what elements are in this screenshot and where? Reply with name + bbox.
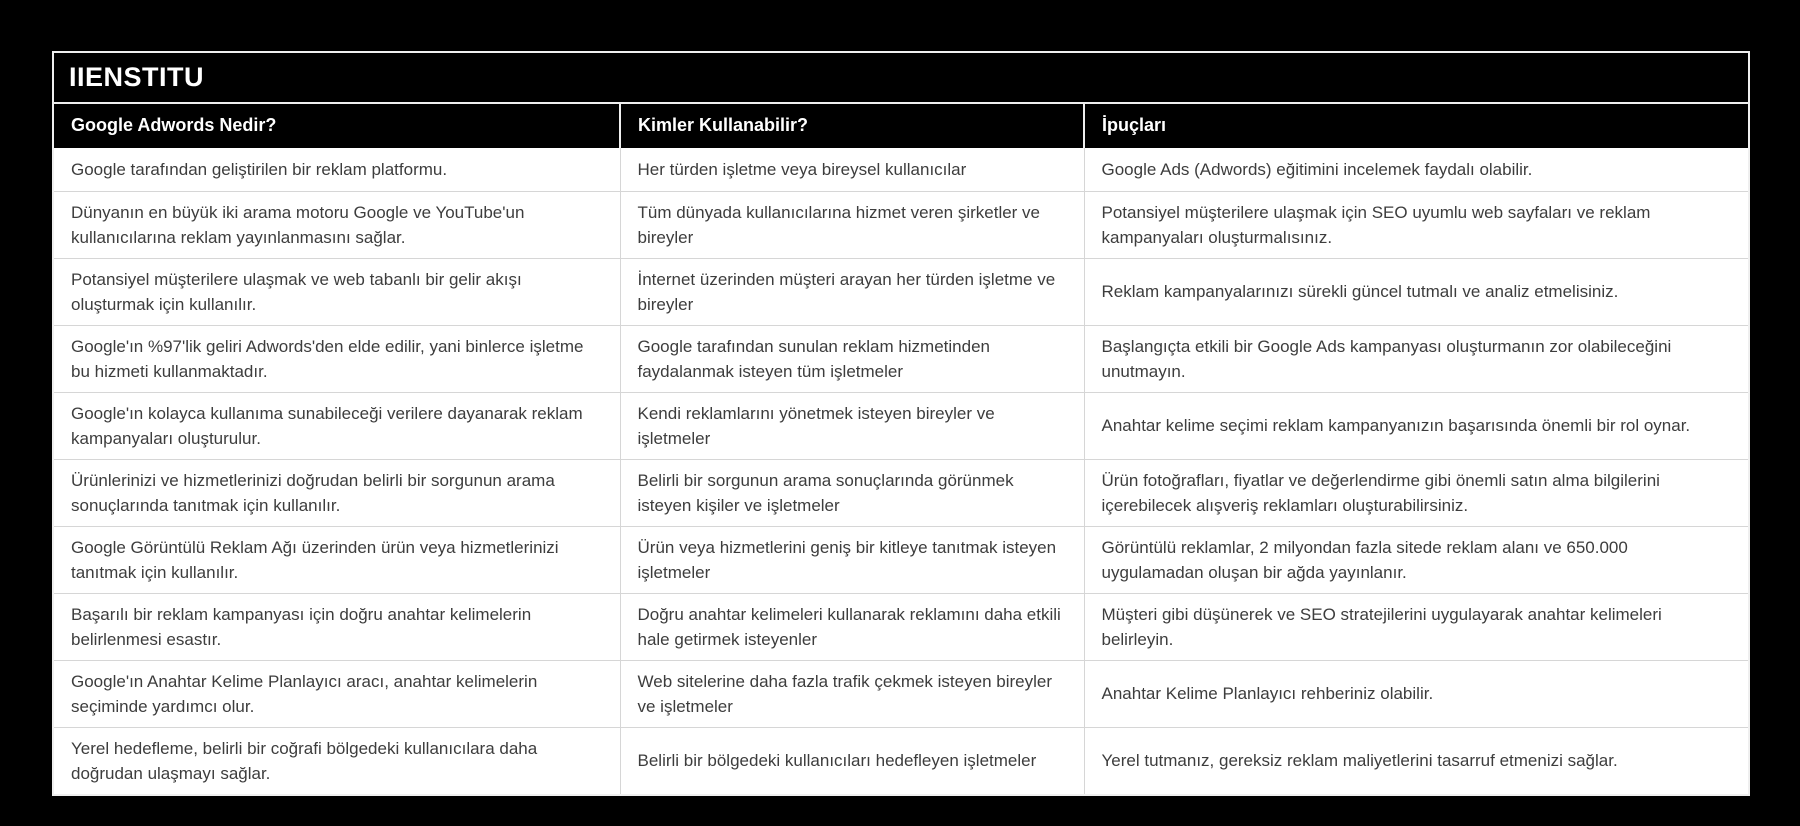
adwords-info-table	[54, 104, 1748, 794]
table-cell: Yerel hedefleme, belirli bir coğrafi bölgedeki kullanıcılara daha doğrudan ulaşmayı sağlar.	[54, 727, 620, 794]
brand-title: IIENSTITU	[69, 62, 205, 92]
table-row	[54, 526, 1748, 593]
table-cell: Google tarafından sunulan reklam hizmetinden faydalanmak isteyen tüm işletmeler	[620, 325, 1084, 392]
column-header-kimler: Kimler Kullanabilir?	[620, 104, 1084, 148]
table-cell: İnternet üzerinden müşteri arayan her türden işletme ve bireyler	[620, 258, 1084, 325]
table-row	[54, 325, 1748, 392]
table-cell: Google'ın kolayca kullanıma sunabileceği verilere dayanarak reklam kampanyaları oluşturulur.	[54, 392, 620, 459]
table-row	[54, 191, 1748, 258]
table-cell: Ürün veya hizmetlerini geniş bir kitleye tanıtmak isteyen işletmeler	[620, 526, 1084, 593]
table-cell: Tüm dünyada kullanıcılarına hizmet veren şirketler ve bireyler	[620, 191, 1084, 258]
table-row	[54, 258, 1748, 325]
table-cell: Dünyanın en büyük iki arama motoru Google ve YouTube'un kullanıcılarına reklam yayınlanmasını sağlar.	[54, 191, 620, 258]
table-cell: Google'ın %97'lik geliri Adwords'den elde edilir, yani binlerce işletme bu hizmeti kullanmaktadır.	[54, 325, 620, 392]
table-cell: Başarılı bir reklam kampanyası için doğru anahtar kelimelerin belirlenmesi esastır.	[54, 593, 620, 660]
table-cell: Google tarafından geliştirilen bir reklam platformu.	[54, 148, 620, 191]
table-cell: Görüntülü reklamlar, 2 milyondan fazla sitede reklam alanı ve 650.000 uygulamadan oluşan bir ağda yayınlanır.	[1084, 526, 1748, 593]
table-header-row	[54, 104, 1748, 148]
table-row	[54, 727, 1748, 794]
table-cell: Google'ın Anahtar Kelime Planlayıcı aracı, anahtar kelimelerin seçiminde yardımcı olur.	[54, 660, 620, 727]
column-header-nedir: Google Adwords Nedir?	[54, 104, 620, 148]
table-cell: Her türden işletme veya bireysel kullanıcılar	[620, 148, 1084, 191]
table-cell: Web sitelerine daha fazla trafik çekmek isteyen bireyler ve işletmeler	[620, 660, 1084, 727]
table-row	[54, 660, 1748, 727]
table-cell: Google Ads (Adwords) eğitimini incelemek faydalı olabilir.	[1084, 148, 1748, 191]
table-row	[54, 593, 1748, 660]
table-cell: Anahtar Kelime Planlayıcı rehberiniz olabilir.	[1084, 660, 1748, 727]
table-cell: Ürünlerinizi ve hizmetlerinizi doğrudan belirli bir sorgunun arama sonuçlarında tanıtmak için kullanılır.	[54, 459, 620, 526]
table-cell: Yerel tutmanız, gereksiz reklam maliyetlerini tasarruf etmenizi sağlar.	[1084, 727, 1748, 794]
table-cell: Anahtar kelime seçimi reklam kampanyanızın başarısında önemli bir rol oynar.	[1084, 392, 1748, 459]
table-cell: Belirli bir bölgedeki kullanıcıları hedefleyen işletmeler	[620, 727, 1084, 794]
table-cell: Ürün fotoğrafları, fiyatlar ve değerlendirme gibi önemli satın alma bilgilerini içerebilecek alışveriş reklamları oluşturabilirsiniz.	[1084, 459, 1748, 526]
table-row	[54, 392, 1748, 459]
table-row	[54, 459, 1748, 526]
brand-title-bar	[54, 53, 1748, 104]
adwords-info-table-frame	[52, 51, 1750, 796]
table-cell: Reklam kampanyalarınızı sürekli güncel tutmalı ve analiz etmelisiniz.	[1084, 258, 1748, 325]
table-cell: Başlangıçta etkili bir Google Ads kampanyası oluşturmanın zor olabileceğini unutmayın.	[1084, 325, 1748, 392]
table-cell: Google Görüntülü Reklam Ağı üzerinden ürün veya hizmetlerinizi tanıtmak için kullanılır.	[54, 526, 620, 593]
table-row	[54, 148, 1748, 191]
column-header-ipuclari: İpuçları	[1084, 104, 1748, 148]
table-cell: Belirli bir sorgunun arama sonuçlarında görünmek isteyen kişiler ve işletmeler	[620, 459, 1084, 526]
table-cell: Müşteri gibi düşünerek ve SEO stratejilerini uygulayarak anahtar kelimeleri belirleyin.	[1084, 593, 1748, 660]
table-cell: Doğru anahtar kelimeleri kullanarak reklamını daha etkili hale getirmek isteyenler	[620, 593, 1084, 660]
table-cell: Potansiyel müşterilere ulaşmak ve web tabanlı bir gelir akışı oluşturmak için kullanılır.	[54, 258, 620, 325]
table-cell: Kendi reklamlarını yönetmek isteyen bireyler ve işletmeler	[620, 392, 1084, 459]
table-cell: Potansiyel müşterilere ulaşmak için SEO uyumlu web sayfaları ve reklam kampanyaları oluşturmalısınız.	[1084, 191, 1748, 258]
